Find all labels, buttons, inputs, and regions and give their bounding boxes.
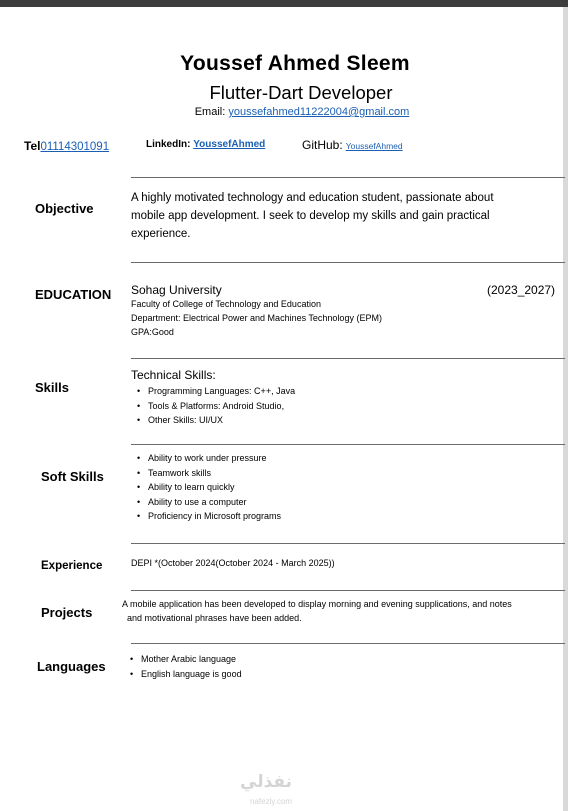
section-label-education: EDUCATION <box>35 287 112 302</box>
technical-skills-heading: Technical Skills: <box>131 368 216 382</box>
linkedin-line <box>146 139 265 150</box>
education-years: (2023_2027) <box>487 283 556 297</box>
list-item: • Other Skills: UI/UX <box>136 413 295 428</box>
languages-list <box>129 652 242 681</box>
linkedin-label: LinkedIn: <box>146 139 191 150</box>
divider <box>131 590 565 591</box>
list-item: • Teamwork skills <box>136 466 281 481</box>
objective-line: experience. <box>131 228 191 240</box>
divider <box>131 262 565 263</box>
technical-skills-list <box>136 384 295 428</box>
section-label-experience: Experience <box>41 560 103 572</box>
tel-link[interactable]: 01114301091 <box>40 141 110 153</box>
watermark-logo: نفذلي <box>240 772 293 791</box>
faculty: Faculty of College of Technology and Education <box>131 299 321 309</box>
section-label-soft-skills: Soft Skills <box>41 469 104 484</box>
soft-skills-list <box>136 451 281 524</box>
section-label-skills: Skills <box>35 380 69 395</box>
projects-text <box>122 597 512 625</box>
objective-line: A highly motivated technology and education student, passionate about <box>131 192 494 204</box>
list-item: • Programming Languages: C++, Java <box>136 384 295 399</box>
tel-line <box>24 139 109 153</box>
email-line <box>0 106 568 118</box>
objective-line: mobile app development. I seek to develop my skills and gain practical <box>131 210 490 222</box>
viewer-top-bar <box>0 0 568 7</box>
candidate-name: Youssef Ahmed Sleem <box>180 52 410 75</box>
divider <box>131 177 565 178</box>
list-item: • Ability to learn quickly <box>136 480 281 495</box>
divider <box>131 358 565 359</box>
viewer-scrollbar[interactable] <box>563 7 568 811</box>
projects-line: and motivational phrases have been added. <box>127 613 302 623</box>
department: Department: Electrical Power and Machines Technology (EPM) <box>131 313 382 323</box>
email-label: Email: <box>194 106 226 118</box>
section-label-languages: Languages <box>37 659 106 674</box>
objective-text <box>131 189 494 243</box>
list-item: • Ability to work under pressure <box>136 451 281 466</box>
list-item: • Tools & Platforms: Android Studio, <box>136 399 295 414</box>
watermark-domain: nafezly.com <box>250 797 293 806</box>
github-link[interactable]: YoussefAhmed <box>345 141 403 151</box>
divider <box>131 444 565 445</box>
list-item: • English language is good <box>129 667 242 682</box>
candidate-title: Flutter-Dart Developer <box>209 82 393 103</box>
experience-text: DEPI *(October 2024(October 2024 - March 2025)) <box>131 558 335 568</box>
github-line <box>302 138 403 152</box>
divider <box>131 643 565 644</box>
school-name: Sohag University <box>131 283 222 297</box>
github-label: GitHub: <box>302 138 343 152</box>
section-label-projects: Projects <box>41 605 93 620</box>
projects-line: A mobile application has been developed to display morning and evening supplications, and notes <box>122 599 512 609</box>
divider <box>131 543 565 544</box>
linkedin-link[interactable]: YoussefAhmed <box>193 139 266 150</box>
tel-label: Tel <box>24 139 41 153</box>
section-label-objective: Objective <box>35 201 94 216</box>
email-link[interactable]: youssefahmed11222004@gmail.com <box>228 106 410 118</box>
list-item: • Mother Arabic language <box>129 652 242 667</box>
list-item: • Proficiency in Microsoft programs <box>136 509 281 524</box>
list-item: • Ability to use a computer <box>136 495 281 510</box>
gpa: GPA:Good <box>131 327 174 337</box>
